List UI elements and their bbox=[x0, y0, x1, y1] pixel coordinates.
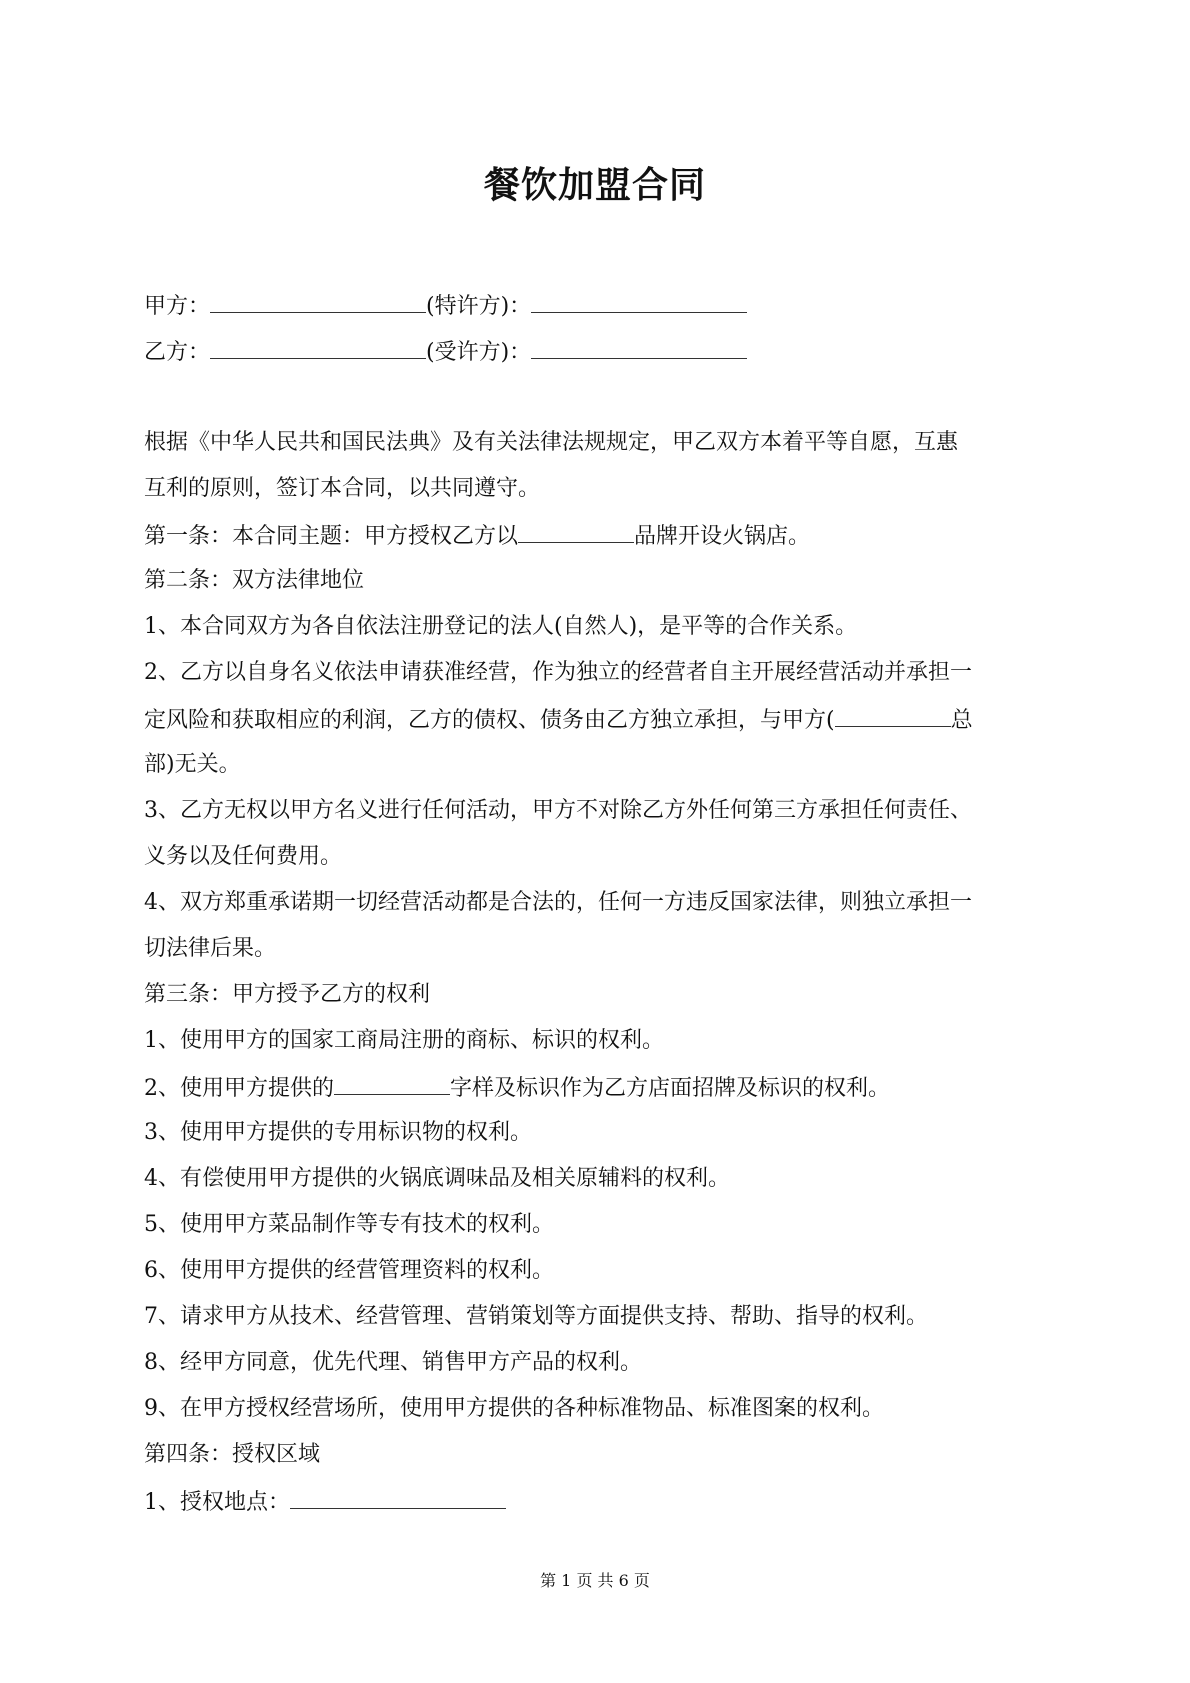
article-3-item-4: 4、有偿使用甲方提供的火锅底调味品及相关原辅料的权利。 bbox=[144, 1166, 730, 1191]
article-2-item-2-line-1: 2、乙方以自身名义依法申请获准经营，作为独立的经营者自主开展经营活动并承担一 bbox=[144, 660, 972, 685]
party-b-line bbox=[144, 336, 747, 368]
article-3-item-9: 9、在甲方授权经营场所，使用甲方提供的各种标准物品、标准图案的权利。 bbox=[144, 1396, 884, 1421]
party-b-name-blank[interactable] bbox=[210, 336, 426, 359]
article-3-item-2-prefix: 2、使用甲方提供的 bbox=[144, 1076, 334, 1101]
article-1 bbox=[144, 520, 810, 552]
article-2-item-4-line-1: 4、双方郑重承诺期一切经营活动都是合法的，任何一方违反国家法律，则独立承担一 bbox=[144, 890, 972, 915]
article-3-item-2 bbox=[144, 1072, 890, 1104]
party-a-line bbox=[144, 290, 747, 322]
party-b-role: (受许方)： bbox=[426, 340, 532, 365]
article-3-item-3: 3、使用甲方提供的专用标识物的权利。 bbox=[144, 1120, 532, 1145]
party-b-label: 乙方： bbox=[144, 340, 211, 365]
page-number: 第 1 页 共 6 页 bbox=[540, 1571, 650, 1590]
authorized-location-label: 1、授权地点： bbox=[144, 1490, 290, 1515]
article-3-item-8: 8、经甲方同意，优先代理、销售甲方产品的权利。 bbox=[144, 1350, 642, 1375]
article-2-item-2-suffix: 总 bbox=[950, 708, 973, 733]
article-2-item-3-line-1: 3、乙方无权以甲方名义进行任何活动，甲方不对除乙方外任何第三方承担任何责任、 bbox=[144, 798, 972, 823]
party-b-rep-blank[interactable] bbox=[531, 336, 747, 359]
party-a-role: (特许方)： bbox=[426, 294, 532, 319]
document-title: 餐饮加盟合同 bbox=[483, 165, 706, 206]
article-4-item-1 bbox=[144, 1486, 506, 1518]
article-1-suffix: 品牌开设火锅店。 bbox=[634, 524, 811, 549]
article-2-item-4-line-2: 切法律后果。 bbox=[144, 936, 277, 961]
party-a-name-blank[interactable] bbox=[210, 290, 426, 313]
article-3-item-7: 7、请求甲方从技术、经营管理、营销策划等方面提供支持、帮助、指导的权利。 bbox=[144, 1304, 928, 1329]
article-2-item-2-line-3: 部)无关。 bbox=[144, 752, 241, 777]
article-2-item-2-prefix: 定风险和获取相应的利润，乙方的债权、债务由乙方独立承担，与甲方( bbox=[144, 708, 835, 733]
signage-text-blank[interactable] bbox=[334, 1072, 450, 1095]
article-2-item-1: 1、本合同双方为各自依法注册登记的法人(自然人)，是平等的合作关系。 bbox=[144, 614, 858, 639]
article-3-item-2-suffix: 字样及标识作为乙方店面招牌及标识的权利。 bbox=[450, 1076, 891, 1101]
article-1-prefix: 第一条：本合同主题：甲方授权乙方以 bbox=[144, 524, 519, 549]
article-4-heading: 第四条：授权区域 bbox=[144, 1442, 321, 1467]
preamble-line-2: 互利的原则，签订本合同，以共同遵守。 bbox=[144, 476, 541, 501]
article-3-item-1: 1、使用甲方的国家工商局注册的商标、标识的权利。 bbox=[144, 1028, 664, 1053]
article-2-heading: 第二条：双方法律地位 bbox=[144, 568, 365, 593]
article-3-heading: 第三条：甲方授予乙方的权利 bbox=[144, 982, 431, 1007]
party-a-rep-blank[interactable] bbox=[531, 290, 747, 313]
preamble-line-1: 根据《中华人民共和国民法典》及有关法律法规规定，甲乙双方本着平等自愿，互惠 bbox=[144, 430, 959, 455]
article-2-item-3-line-2: 义务以及任何费用。 bbox=[144, 844, 343, 869]
article-3-item-5: 5、使用甲方菜品制作等专有技术的权利。 bbox=[144, 1212, 554, 1237]
party-a-label: 甲方： bbox=[144, 294, 211, 319]
authorized-location-blank[interactable] bbox=[290, 1486, 506, 1509]
article-2-item-2-line-2 bbox=[144, 704, 1058, 736]
headquarters-blank[interactable] bbox=[835, 704, 951, 727]
article-3-item-6: 6、使用甲方提供的经营管理资料的权利。 bbox=[144, 1258, 554, 1283]
brand-name-blank[interactable] bbox=[518, 520, 634, 543]
